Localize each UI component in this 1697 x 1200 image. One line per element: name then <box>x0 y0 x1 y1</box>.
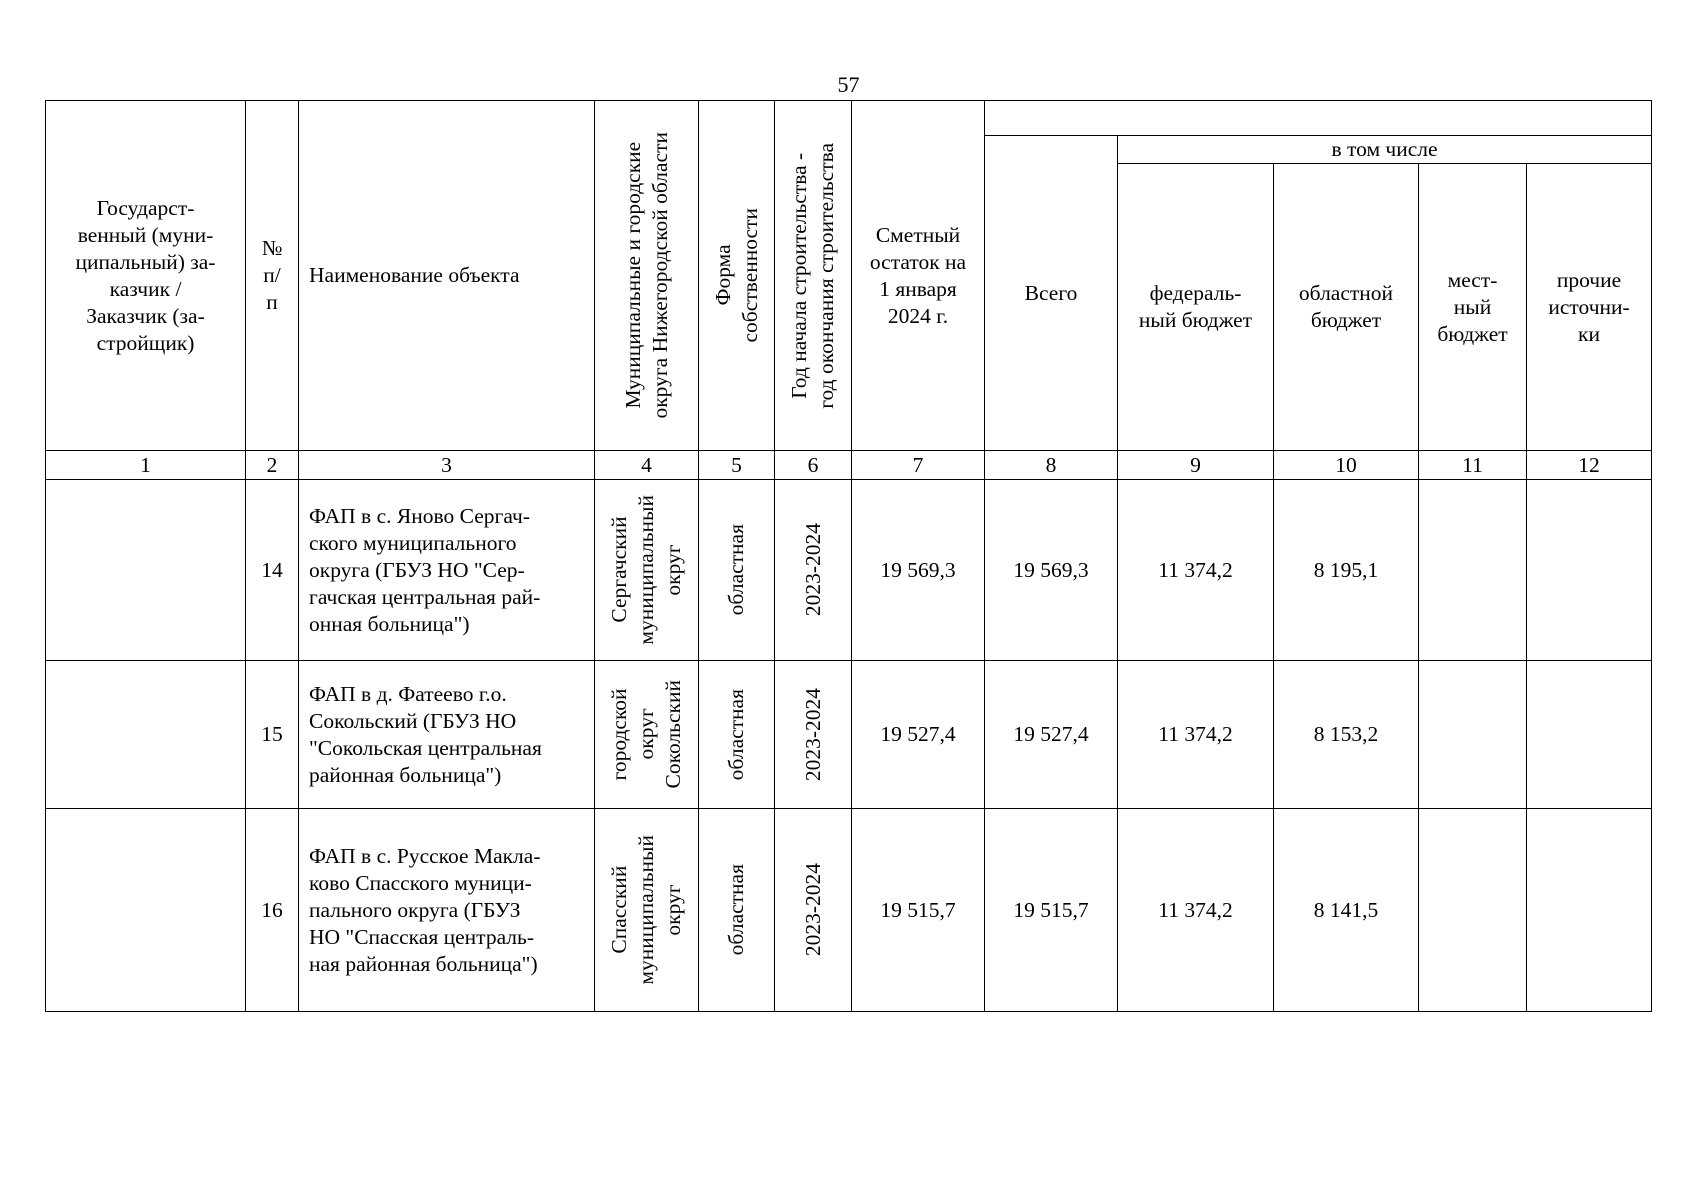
municipality-cell: городской округ Сокольский <box>595 661 699 809</box>
other-cell <box>1527 661 1652 809</box>
row-number-cell: 14 <box>246 480 299 661</box>
customer-cell <box>46 809 246 1012</box>
object-name-cell: ФАП в д. Фатеево г.о. Сокольский (ГБУЗ НО "Сокольская центральная районная больница") <box>299 661 595 809</box>
header-years: Год начала строительства - год окончания строительства <box>775 101 852 451</box>
table-row <box>46 480 1652 661</box>
header-total: Всего <box>985 136 1118 451</box>
column-number: 4 <box>595 451 699 480</box>
object-name-cell: ФАП в с. Русское Макла- ково Спасского муници- пального округа (ГБУЗ НО "Спасская централь- ная районная больница") <box>299 809 595 1012</box>
table-row <box>46 661 1652 809</box>
years-cell: 2023-2024 <box>775 809 852 1012</box>
ownership-cell: областная <box>699 480 775 661</box>
column-number: 1 <box>46 451 246 480</box>
estimate-cell: 19 569,3 <box>852 480 985 661</box>
header-estimate: Сметный остаток на 1 января 2024 г. <box>852 101 985 451</box>
column-number: 2 <box>246 451 299 480</box>
federal-cell: 11 374,2 <box>1118 809 1274 1012</box>
regional-cell: 8 141,5 <box>1274 809 1419 1012</box>
column-number: 10 <box>1274 451 1419 480</box>
federal-cell: 11 374,2 <box>1118 661 1274 809</box>
header-including: в том числе <box>1118 136 1652 164</box>
column-number: 5 <box>699 451 775 480</box>
column-number: 11 <box>1419 451 1527 480</box>
regional-cell: 8 195,1 <box>1274 480 1419 661</box>
header-local: мест- ный бюджет <box>1419 164 1527 451</box>
column-number: 6 <box>775 451 852 480</box>
local-cell <box>1419 480 1527 661</box>
page-number: 57 <box>837 72 860 97</box>
estimate-cell: 19 515,7 <box>852 809 985 1012</box>
header-regional: областной бюджет <box>1274 164 1419 451</box>
header-municipality: Муниципальные и городские округа Нижегородской области <box>595 101 699 451</box>
total-cell: 19 569,3 <box>985 480 1118 661</box>
local-cell <box>1419 661 1527 809</box>
other-cell <box>1527 809 1652 1012</box>
column-number: 8 <box>985 451 1118 480</box>
local-cell <box>1419 809 1527 1012</box>
municipality-cell: Спасский муниципальный округ <box>595 809 699 1012</box>
header-ownership: Форма собственности <box>699 101 775 451</box>
total-cell: 19 527,4 <box>985 661 1118 809</box>
column-number: 7 <box>852 451 985 480</box>
federal-cell: 11 374,2 <box>1118 480 1274 661</box>
table-row <box>46 809 1652 1012</box>
column-number: 12 <box>1527 451 1652 480</box>
customer-cell <box>46 661 246 809</box>
column-number: 9 <box>1118 451 1274 480</box>
header-top-blank <box>985 101 1652 136</box>
customer-cell <box>46 480 246 661</box>
ownership-cell: областная <box>699 809 775 1012</box>
municipality-cell: Сергачский муниципальный округ <box>595 480 699 661</box>
object-name-cell: ФАП в с. Яново Сергач- ского муниципального округа (ГБУЗ НО "Сер- гачская центральная рай- онная больница") <box>299 480 595 661</box>
row-number-cell: 16 <box>246 809 299 1012</box>
header-object-name: Наименование объекта <box>299 101 595 451</box>
header-other: прочие источни- ки <box>1527 164 1652 451</box>
header-row-number: № п/ п <box>246 101 299 451</box>
header-federal: федераль- ный бюджет <box>1118 164 1274 451</box>
years-cell: 2023-2024 <box>775 661 852 809</box>
header-customer: Государст- венный (муни- ципальный) за- казчик / Заказчик (за- стройщик) <box>46 101 246 451</box>
years-cell: 2023-2024 <box>775 480 852 661</box>
construction-budget-table <box>45 100 1652 1012</box>
regional-cell: 8 153,2 <box>1274 661 1419 809</box>
row-number-cell: 15 <box>246 661 299 809</box>
column-number: 3 <box>299 451 595 480</box>
other-cell <box>1527 480 1652 661</box>
estimate-cell: 19 527,4 <box>852 661 985 809</box>
column-number-row <box>46 451 1652 480</box>
total-cell: 19 515,7 <box>985 809 1118 1012</box>
ownership-cell: областная <box>699 661 775 809</box>
